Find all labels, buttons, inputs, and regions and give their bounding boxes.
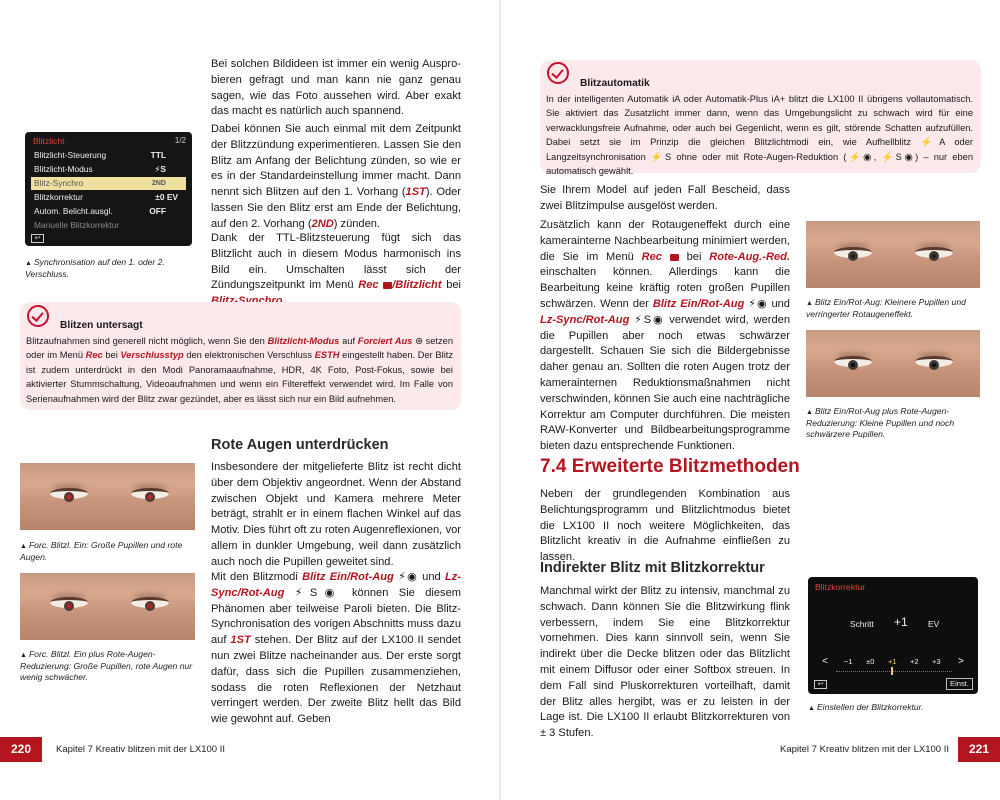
chevron-left-icon[interactable]: <: [822, 656, 828, 667]
menu-row-disabled: [31, 219, 186, 232]
scale-mark: +3: [932, 657, 941, 666]
caption-eye-2: [20, 649, 195, 683]
back-icon[interactable]: ↩: [31, 234, 44, 243]
eye: [834, 247, 872, 258]
back-icon[interactable]: ↩: [814, 680, 827, 689]
text: ⚡S◉ verwendet wird, werden die Pupillen aber noch etwas schwärzer dargestellt. Schauen Sie sich die Bildergebnisse daher genau an. Sollten die roten Augen trotz der kamerainternen Reduktionsmaßnahmen nicht verschwinden, können Sie auch eine nachträgliche Korrektur am Computer durchführen. Die meisten RAW-Konverter und Bildbearbeitungsprogramme bieten dazu entsprechende Funktionen.: [540, 313, 790, 453]
photo-red-eyes: [20, 463, 195, 530]
caption-text: Forc. Blitzl. Ein: Große Pupillen und rote Augen.: [20, 540, 183, 562]
checkmark-icon: [27, 305, 49, 327]
scale-mark: ±0: [866, 657, 875, 666]
paragraph-erweitert: Neben der grundlegenden Kombination aus Belichtungsprogramm und Blitzlichtmodus bietet die LX100 II noch weitere Möglichkeiten, das Blitzlicht kreativ in die Aufnahme einfließen zu lassen.: [540, 488, 790, 564]
menu-label: Manuelle Blitzkorrektur: [34, 220, 120, 230]
iris: [145, 492, 155, 502]
footer-right: Kapitel 7 Kreativ blitzen mit der LX100 II: [780, 744, 949, 755]
eye: [50, 597, 88, 608]
text: Blitzaufnahmen sind generell nicht möglich, wenn Sie den: [26, 336, 268, 346]
text: bei: [678, 250, 710, 263]
hl: Rote-Aug.-Red.: [709, 250, 790, 263]
eye: [915, 356, 953, 367]
menu-title: Blitzlicht: [33, 136, 65, 146]
hl: Rec: [641, 250, 662, 263]
text: bei: [441, 279, 461, 292]
info-box-blitzautomatik: [540, 60, 981, 177]
hl: Forciert Aus: [357, 336, 413, 346]
hl: Verschlusstyp: [120, 350, 184, 361]
pupil: [932, 363, 936, 367]
text: bei: [102, 350, 121, 361]
paragraph-korrektur: Manchmal wirkt der Blitz zu intensiv, manchmal zu schwach. Dann können Sie die Blitzwirkung flink verbessern, indem Sie eine Blitzkorrektur vornehmen. Dies kann sinnvoll sein, wenn Sie indirekt über die Decke blitzen oder das Blitzlicht mit einem Diffusor oder einer Softbox streuen. In dem Fall sind Pluskorrekturen vorteilhaft, damit der Blitz alles hergibt, was er zu leisten in der Lage ist. Die LX100 II erlaubt Blitzkorrekturen von ± 3 Stufen.: [540, 585, 790, 740]
heading-rote-augen: Rote Augen unterdrücken: [211, 437, 389, 453]
modes-paragraph: [211, 570, 461, 728]
hl: Blitz Ein/Rot-Aug: [652, 297, 745, 310]
caption-triangle-icon: ▲: [806, 409, 813, 416]
camera-icon: [383, 282, 392, 289]
page-number-right: 221: [958, 737, 1000, 762]
menu-value: TTL: [150, 150, 166, 160]
scale-track[interactable]: [836, 671, 952, 672]
info-box-blitzen-untersagt: [20, 302, 461, 410]
intro-paragraph: Bei solchen Bildideen ist immer ein wenig Ausprobieren gefragt und man kann nie ganz genau sagen, wie das Foto aussehen wird. Aber exakt das macht es natürlich auch spannend.: [211, 58, 461, 118]
photo-black-pupils: [806, 330, 980, 397]
eye: [131, 488, 169, 499]
scale-mark: −1: [844, 657, 853, 666]
checkmark-icon: [547, 62, 569, 84]
text: ) zünden.: [333, 217, 381, 230]
camera-menu-screenshot: [25, 132, 192, 246]
menu-label: Autom. Belicht.ausgl.: [34, 206, 113, 216]
eye: [50, 488, 88, 499]
menu-label: Blitzkorrektur: [34, 192, 83, 202]
iris: [64, 492, 74, 502]
set-button[interactable]: Einst.: [946, 678, 973, 690]
subheading-indirekt: Indirekter Blitz mit Blitzkorrektur: [540, 560, 765, 576]
caption-triangle-icon: ▲: [20, 543, 27, 550]
highlight-2nd: 2ND: [311, 217, 334, 230]
menu-row[interactable]: [31, 205, 186, 218]
red-eye-paragraph: Insbesondere der mitgelieferte Blitz ist recht dicht über dem Objektiv angeordnet. Wenn der Abstand zwischen Objekt und Kamera mehrere Meter beträgt, strahlt er in einem flachen Winkel auf das Motiv. Dies führt oft zu roten Augenreflexionen, vor allem in dunkler Umgebung, weil dann zusätzlich auch noch die Pupillen geweitet sind.: [211, 461, 461, 568]
menu-value: ±0 EV: [155, 192, 178, 202]
box-body: In der intelligenten Automatik iA oder Automatik-Plus iA+ blitzt die LX100 II übrigens vollautomatisch. Sie aktiviert das Zusatzlicht immer dann, wenn das Umgebungslicht zu schwach wird für eine verwacklungsfreie Aufnahme, oder auch bei Gegenlicht, wenn es gilt, störende Schatten aufzufüllen. Dabei setzt sie im Prinzip die gleichen Blitzlichtmodi ein, wie Aufhellblitz ⚡A oder Langzeitsynchronisation ⚡S ohne oder mit Rote-Augen-Reduktion (⚡◉, ⚡S◉) – nur eben automatisch gewählt.: [546, 94, 973, 177]
pupil: [851, 254, 855, 258]
box-title: Blitzen untersagt: [60, 320, 143, 331]
footer-left: Kapitel 7 Kreativ blitzen mit der LX100 II: [56, 744, 225, 755]
caption-screen: [808, 702, 978, 714]
caption-text: Synchronisation auf den 1. oder 2. Verschluss.: [25, 257, 165, 279]
paragraph-nachbearbeitung: [540, 218, 790, 455]
text: auf: [339, 336, 358, 346]
iris: [64, 601, 74, 611]
iris: [848, 251, 858, 261]
text: eingestellt haben. Der Blitz ist zudem unterdrückt in den Modi Panoramaaufnahme, HDR, 4K Foto, Post-Fokus, sowie bei aktivierter Stummschaltung, Videoaufnahmen und wenn ein Filtereffekt verwendet wird. Im Falle von Serienaufnahmen wird der Blitz zwar gezündet, aber es lässt sich nur ein Bild aufnehmen.: [26, 350, 453, 404]
eye: [131, 597, 169, 608]
page-number-left: 220: [0, 737, 42, 762]
pupil: [67, 495, 71, 499]
box-body: [26, 334, 453, 406]
menu-label: Blitz-Synchro: [34, 178, 84, 188]
caption-eye-3: [806, 297, 980, 320]
camera-icon: [670, 254, 679, 261]
menu-row-selected[interactable]: [31, 177, 186, 190]
hl: Blitz Ein/Rot-Aug: [302, 571, 394, 583]
scale-indicator: [891, 667, 893, 675]
menu-page: 1/2: [174, 136, 186, 145]
hl: ESTH: [314, 350, 340, 361]
menu-row[interactable]: [31, 191, 186, 204]
step-label: Schritt: [850, 619, 874, 629]
unit-label: EV: [928, 619, 940, 629]
text: Mit den Blitzmodi: [211, 571, 303, 583]
text: den elektronischen Verschluss: [183, 350, 315, 361]
caption-text: Blitz Ein/Rot-Aug: Kleinere Pupillen und verringerter Rotaugeneffekt.: [806, 297, 966, 319]
text: ⚡◉ und: [744, 297, 790, 310]
flash-compensation-screen: [808, 577, 978, 694]
highlight-1st: 1ST: [405, 186, 426, 199]
pupil: [148, 604, 152, 608]
menu-value: 2ND: [151, 180, 166, 187]
pupil: [851, 363, 855, 367]
menu-ref-rec: Rec: [358, 279, 379, 292]
scale-mark: +2: [910, 657, 919, 666]
text: ⊛ setzen oder im Menü: [26, 336, 454, 361]
menu-row[interactable]: [31, 149, 186, 162]
screen-title: Blitzkorrektur: [815, 582, 866, 592]
caption-text: Einstellen der Blitzkorrektur.: [816, 702, 924, 712]
caption-eye-1: [20, 540, 195, 563]
text: Dabei können Sie auch einmal mit dem Zeitpunkt der Blitzzündung experimentieren. Lassen Sie den Blitz am Anfang der Belichtung zünden, so wie er es in der Standardeinstellung immer macht. Dann nennt sich Blitzen auf den 1. Vorhang (: [211, 123, 461, 199]
eye: [834, 356, 872, 367]
caption-text: Blitz Ein/Rot-Aug plus Rote-Augen-Reduzierung: Kleine Pupillen und noch schwärzere Pupillen.: [806, 406, 955, 439]
sync-paragraph: [211, 122, 461, 233]
hl: Rec: [85, 350, 103, 361]
caption-triangle-icon: ▲: [806, 300, 813, 307]
hl: Blitzlicht-Modus: [267, 336, 340, 346]
text: einschalten können. Allerdings kann die Bearbeitung keine kräftig roten großen Pupillen schwärzen. Wenn der: [540, 266, 790, 310]
hl: 1ST: [230, 634, 251, 647]
pupil: [148, 495, 152, 499]
menu-value: ⚡S: [154, 164, 166, 174]
text: Zusätzlich kann der Rotaugeneffekt durch eine kamerainterne Nachbearbeitung minimiert werden, die Sie im Menü: [540, 219, 790, 263]
menu-ref-blitzlicht: /Blitzlicht: [392, 279, 442, 292]
menu-row[interactable]: [31, 163, 186, 176]
caption-triangle-icon: ▲: [25, 260, 32, 267]
caption-triangle-icon: ▲: [20, 652, 27, 659]
pupil: [932, 254, 936, 258]
text: ). Oder lassen Sie den Blitz erst am Ende der Belichtung, auf den 2. Vorhang (: [211, 186, 461, 230]
text: ⚡S◉ können Sie diesem Phänomen aber teilweise Paroli bieten. Die Blitz-Synchronisation des vorigen Abschnitts muss dazu auf: [211, 586, 461, 647]
iris: [929, 360, 939, 370]
pupil: [67, 604, 71, 608]
caption-menu: [25, 257, 175, 280]
step-value: +1: [894, 615, 908, 629]
menu-value: OFF: [149, 206, 166, 216]
text: ⚡◉ und: [393, 571, 445, 583]
menu-label: Blitzlicht-Steuerung: [34, 150, 107, 160]
section-heading: 7.4 Erweiterte Blitzmethoden: [540, 456, 800, 477]
iris: [848, 360, 858, 370]
text: stehen. Der Blitz auf der LX100 II sendet nun zwei Blitze nacheinander aus. Der erste sorgt dafür, dass sich die Pupillen zusammenziehen, sodass die roten Reflexionen der Netzhaut verringert werden. Der zweite Blitz hellt das Bild wie gewohnt auf. Geben: [211, 634, 461, 726]
caption-triangle-icon: ▲: [808, 705, 815, 712]
hl: Lz-Sync/Rot-Aug: [540, 313, 630, 326]
text: Dank der TTL-Blitzsteuerung fügt sich das Blitzlicht auch in diesem Modus harmonisch ins Bild ein. Umschalten lässt sich der Zündungszeitpunkt im Menü: [211, 232, 461, 292]
caption-text: Forc. Blitzl. Ein plus Rote-Augen-Reduzierung: Große Pupillen, rote Augen nur wenig schwächer.: [20, 649, 193, 682]
page-gutter: [499, 0, 501, 800]
eye: [915, 247, 953, 258]
iris: [929, 251, 939, 261]
scale-mark-selected: +1: [888, 657, 897, 666]
chevron-right-icon[interactable]: >: [958, 656, 964, 667]
caption-eye-4: [806, 406, 980, 440]
box-title: Blitzautomatik: [580, 78, 650, 89]
photo-red-eyes-reduced: [20, 573, 195, 640]
paragraph-bescheid: Sie Ihrem Model auf jeden Fall Bescheid, dass zwei Blitzimpulse ausgelöst werden.: [540, 184, 790, 212]
photo-reduced-pupils: [806, 221, 980, 288]
ttl-paragraph: [211, 231, 461, 310]
hl: Lz-Sync/Rot-Aug: [211, 571, 461, 599]
iris: [145, 601, 155, 611]
menu-label: Blitzlicht-Modus: [34, 164, 93, 174]
